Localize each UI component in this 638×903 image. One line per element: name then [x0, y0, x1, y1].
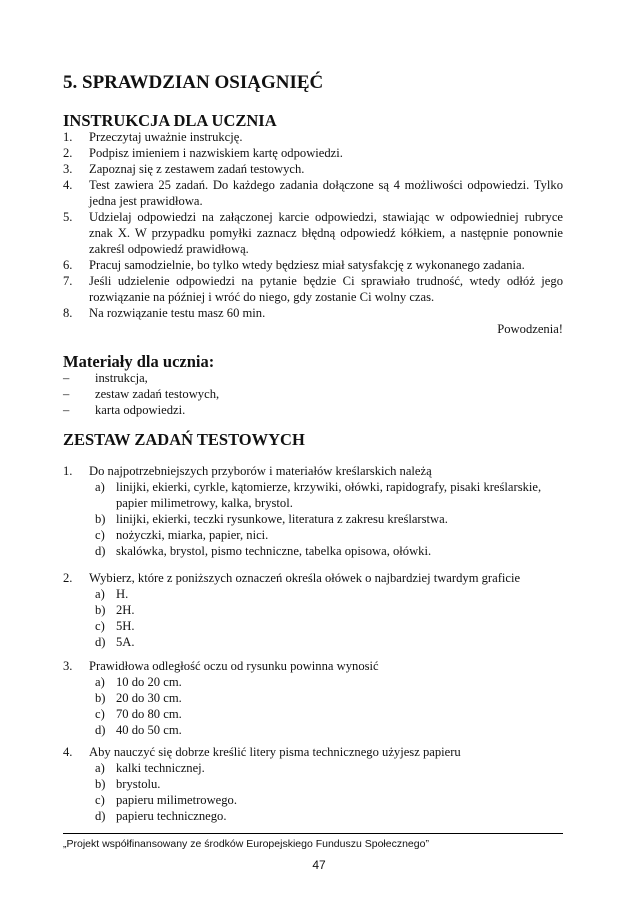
question-text: Do najpotrzebniejszych przyborów i materiałów kreślarskich należą: [89, 464, 432, 478]
dash-bullet: –: [63, 387, 70, 401]
question-text: Prawidłowa odległość oczu od rysunku powinna wynosić: [89, 659, 379, 673]
footer-divider: [63, 833, 563, 834]
question-number: 3.: [63, 659, 73, 673]
option-text: papieru technicznego.: [116, 809, 227, 823]
dash-bullet: –: [63, 403, 70, 417]
instruction-number: 5.: [63, 210, 73, 224]
answer-option: [95, 776, 563, 792]
answer-option: [95, 602, 563, 618]
instruction-item: [63, 209, 563, 257]
option-letter: c): [95, 619, 105, 633]
option-text: linijki, ekierki, cyrkle, kątomierze, krzywiki, ołówki, rapidografy, pisaki kreślarskie, papier milimetrowy, kalka, brystol.: [116, 480, 542, 510]
answer-option: [95, 479, 563, 511]
answer-option: [95, 706, 563, 722]
option-text: skalówka, brystol, pismo techniczne, tabelka opisowa, ołówki.: [116, 544, 432, 558]
option-letter: a): [95, 675, 105, 689]
option-letter: d): [95, 635, 106, 649]
option-letter: c): [95, 528, 105, 542]
answer-option: [95, 690, 563, 706]
answer-option: [95, 674, 563, 690]
instruction-number: 6.: [63, 258, 73, 272]
question-2: [63, 570, 563, 650]
instruction-item: [63, 257, 563, 273]
option-text: H.: [116, 587, 129, 601]
option-text: brystolu.: [116, 777, 161, 791]
page-title: 5. SPRAWDZIAN OSIĄGNIĘĆ: [63, 72, 324, 93]
instruction-item: [63, 129, 563, 145]
materials-list: [63, 370, 563, 418]
answer-option: [95, 618, 563, 634]
option-text: 40 do 50 cm.: [116, 723, 182, 737]
option-letter: d): [95, 723, 106, 737]
question-3: [63, 658, 563, 738]
instruction-text: Podpisz imieniem i nazwiskiem kartę odpowiedzi.: [89, 146, 343, 160]
instructions-list: [63, 129, 563, 337]
page-number: 47: [312, 858, 326, 872]
materials-item: [63, 386, 563, 402]
question-4: [63, 744, 563, 824]
instruction-number: 3.: [63, 162, 73, 176]
materials-item-text: zestaw zadań testowych,: [95, 387, 220, 401]
option-text: nożyczki, miarka, papier, nici.: [116, 528, 269, 542]
instructions-heading: INSTRUKCJA DLA UCZNIA: [63, 111, 277, 130]
answer-option: [95, 634, 563, 650]
option-text: kalki technicznej.: [116, 761, 205, 775]
instruction-item: [63, 177, 563, 209]
instruction-text: Udzielaj odpowiedzi na załączonej karcie odpowiedzi, stawiając w odpowiedniej rubryce znak X. W przypadku pomyłki zaznacz błędną odpowiedź kółkiem, a następnie ponownie zakreśl odpowiedź prawidłową.: [89, 210, 563, 256]
instruction-text: Zapoznaj się z zestawem zadań testowych.: [89, 162, 305, 176]
instruction-text: Na rozwiązanie testu masz 60 min.: [89, 306, 266, 320]
materials-item-text: instrukcja,: [95, 371, 148, 385]
question-number: 1.: [63, 464, 73, 478]
project-footnote: „Projekt współfinansowany ze środków Europejskiego Funduszu Społecznego”: [63, 838, 429, 850]
answer-option: [95, 586, 563, 602]
option-letter: b): [95, 512, 106, 526]
answer-option: [95, 722, 563, 738]
option-text: 20 do 30 cm.: [116, 691, 182, 705]
question-1: [63, 463, 563, 559]
question-number: 2.: [63, 571, 73, 585]
option-text: 5H.: [116, 619, 135, 633]
instruction-item: [63, 273, 563, 305]
question-number: 4.: [63, 745, 73, 759]
question-stem: [63, 570, 563, 586]
answer-option: [95, 760, 563, 776]
instruction-item: [63, 145, 563, 161]
answer-option: [95, 527, 563, 543]
answer-option: [95, 543, 563, 559]
question-text: Wybierz, które z poniższych oznaczeń określa ołówek o najbardziej twardym graficie: [89, 571, 521, 585]
option-text: 10 do 20 cm.: [116, 675, 182, 689]
option-letter: a): [95, 761, 105, 775]
instruction-number: 7.: [63, 274, 73, 288]
closing-text: Powodzenia!: [497, 322, 563, 336]
instruction-text: Test zawiera 25 zadań. Do każdego zadania dołączone są 4 możliwości odpowiedzi. Tylko jedna jest prawidłowa.: [89, 178, 563, 208]
instruction-text: Jeśli udzielenie odpowiedzi na pytanie będzie Ci sprawiało trudność, wtedy odłóż jego rozwiązanie na później i wróć do niego, gdy zostanie Ci wolny czas.: [89, 274, 563, 304]
option-letter: c): [95, 793, 105, 807]
option-letter: b): [95, 603, 106, 617]
instruction-number: 4.: [63, 178, 73, 192]
question-stem: [63, 744, 563, 760]
option-letter: c): [95, 707, 105, 721]
option-letter: b): [95, 777, 106, 791]
option-text: 5A.: [116, 635, 135, 649]
instruction-item: [63, 161, 563, 177]
instruction-number: 8.: [63, 306, 73, 320]
question-stem: [63, 463, 563, 479]
option-letter: a): [95, 480, 105, 494]
option-letter: d): [95, 809, 106, 823]
answer-option: [95, 792, 563, 808]
answer-option: [95, 511, 563, 527]
option-text: linijki, ekierki, teczki rysunkowe, literatura z zakresu kreślarstwa.: [116, 512, 448, 526]
instruction-text: Pracuj samodzielnie, bo tylko wtedy będziesz miał satysfakcję z wykonanego zadania.: [89, 258, 525, 272]
materials-heading: Materiały dla ucznia:: [63, 352, 215, 371]
instruction-number: 2.: [63, 146, 73, 160]
dash-bullet: –: [63, 371, 70, 385]
option-letter: b): [95, 691, 106, 705]
question-stem: [63, 658, 563, 674]
option-letter: d): [95, 544, 106, 558]
instruction-item: [63, 305, 563, 321]
instruction-text: Przeczytaj uważnie instrukcję.: [89, 130, 243, 144]
materials-item: [63, 402, 563, 418]
answer-option: [95, 808, 563, 824]
option-text: 70 do 80 cm.: [116, 707, 182, 721]
materials-item-text: karta odpowiedzi.: [95, 403, 186, 417]
question-text: Aby nauczyć się dobrze kreślić litery pisma technicznego użyjesz papieru: [89, 745, 461, 759]
option-text: papieru milimetrowego.: [116, 793, 238, 807]
option-text: 2H.: [116, 603, 135, 617]
instruction-number: 1.: [63, 130, 73, 144]
option-letter: a): [95, 587, 105, 601]
test-heading: ZESTAW ZADAŃ TESTOWYCH: [63, 430, 305, 449]
materials-item: [63, 370, 563, 386]
